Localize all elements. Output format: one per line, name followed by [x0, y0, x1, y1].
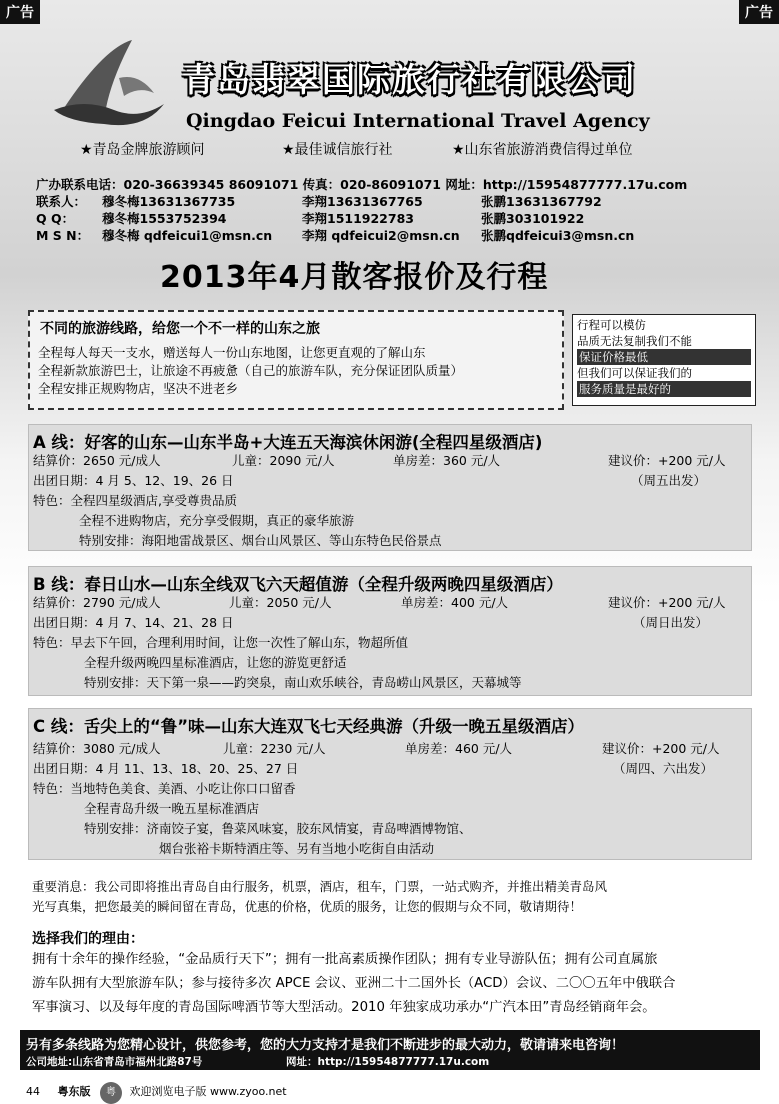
notice-line: 光写真集，把您最美的瞬间留在青岛，优惠的价格，优质的服务，让您的假期与众不同，敬请期待！ [32, 899, 583, 914]
bottom-banner [20, 1030, 760, 1070]
contact-c: 张鹏qdfeicui3@msn.cn [481, 228, 635, 243]
aside-line: 品质无法复制我们不能 [577, 334, 692, 348]
contact-b: 李翔 qdfeicui2@msn.cn [302, 228, 460, 243]
route-price: 结算价：2650 元/成人 [33, 453, 161, 468]
contact-a: 穆冬梅 qdfeicui1@msn.cn [102, 228, 273, 243]
ad-badge-right: 广告 [739, 0, 779, 24]
banner-website[interactable]: 网址：http://15954877777.17u.com [286, 1056, 490, 1068]
route-title: B 线：春日山水—山东全线双飞六天超值游（全程升级两晚四星级酒店） [33, 575, 563, 594]
route-feature: 特别安排：海阳地雷战景区、烟台山风景区、等山东特色民俗景点 [79, 533, 442, 548]
intro-line: 全程每人每天一支水，赠送每人一份山东地图，让您更直观的了解山东 [38, 345, 426, 360]
contact-row [36, 227, 756, 244]
sailboat-logo-icon [44, 38, 174, 128]
company-name-cn: 青岛翡翠国际旅行社有限公司 [182, 60, 637, 99]
intro-box [28, 310, 564, 410]
route-price: 结算价：3080 元/成人 [33, 741, 161, 756]
route-feature: 特色：早去下午回，合理利用时间，让您一次性了解山东，物超所值 [33, 635, 409, 650]
ad-badge-left: 广告 [0, 0, 40, 24]
company-name-en: Qingdao Feicui International Travel Agency [186, 110, 650, 132]
contact-label: 联系人： [36, 194, 87, 209]
route-feature: 烟台张裕卡斯特酒庄等、另有当地小吃街自由活动 [159, 841, 435, 856]
banner-slogan: 另有多条线路为您精心设计，供您参考，您的大力支持才是我们不断进步的最大动力，敬请请来电咨询！ [26, 1038, 625, 1053]
intro-line: 全程新款旅游巴士，让旅途不再疲惫（自己的旅游车队，充分保证团队质量） [38, 363, 464, 378]
route-c [28, 708, 752, 860]
route-feature: 特色：当地特色美食、美酒、小吃让你口口留香 [33, 781, 296, 796]
contact-people [36, 193, 756, 244]
contact-b: 李翔1511922783 [302, 211, 414, 226]
reasons-line: 拥有十余年的操作经验，“金品质行天下”；拥有一批高素质操作团队；拥有专业导游队伍；拥有公司直属旅 [32, 952, 658, 967]
reasons-line: 游车队拥有大型旅游车队；参与接待多次 APCE 会议、亚洲二十二国外长（ACD）会议、二〇〇五年中俄联合 [32, 976, 676, 991]
route-suggest-price: 建议价：+200 元/人 [608, 453, 726, 468]
route-feature: 全程青岛升级一晚五星标准酒店 [84, 801, 260, 816]
aside-line: 行程可以模仿 [577, 318, 646, 332]
route-weekday: （周日出发） [633, 615, 709, 630]
contact-b: 李翔13631367765 [302, 194, 423, 209]
reasons-line: 军事演习、以及每年度的青岛国际啤酒节等大型活动。2010 年独家成功承办“广汽本田”青岛经销商年会。 [32, 1000, 656, 1015]
route-feature: 特别安排：天下第一泉——趵突泉，南山欢乐峡谷，青岛崂山风景区，天幕城等 [84, 675, 522, 690]
tag-2: ★最佳诚信旅行社 [282, 142, 393, 158]
route-b [28, 566, 752, 696]
route-a [28, 424, 752, 551]
route-feature: 全程不进购物店，充分享受假期，真正的豪华旅游 [79, 513, 355, 528]
footer-tagline[interactable]: 欢迎浏览电子版 www.zyoo.net [129, 1085, 287, 1098]
route-single-room: 单房差：360 元/人 [393, 453, 501, 468]
aside-line: 但我们可以保证我们的 [577, 366, 692, 380]
route-title: C 线：舌尖上的“鲁”味—山东大连双飞七天经典游（升级一晚五星级酒店） [33, 717, 585, 736]
page-headline: 2013年4月散客报价及行程 [160, 260, 549, 295]
route-child-price: 儿童：2090 元/人 [232, 453, 335, 468]
edition-logo-icon: 粤 [100, 1082, 122, 1104]
contact-label: M S N： [36, 228, 90, 243]
reasons-heading: 选择我们的理由： [32, 931, 144, 947]
route-suggest-price: 建议价：+200 元/人 [608, 595, 726, 610]
route-child-price: 儿童：2050 元/人 [229, 595, 332, 610]
tag-3: ★山东省旅游消费信得过单位 [452, 142, 633, 158]
contact-a: 穆冬梅1553752394 [102, 211, 227, 226]
route-feature: 全程升级两晚四星标准酒店，让您的游览更舒适 [84, 655, 347, 670]
contact-a: 穆冬梅13631367735 [102, 194, 236, 209]
contact-row [36, 193, 756, 210]
route-dates: 出团日期：4 月 11、13、18、20、25、27 日 [33, 761, 299, 776]
route-single-room: 单房差：460 元/人 [405, 741, 513, 756]
aside-line: 保证价格最低 [577, 349, 751, 365]
route-weekday: （周四、六出发） [613, 761, 714, 776]
contact-row [36, 210, 756, 227]
footer [26, 1082, 287, 1104]
route-dates: 出团日期：4 月 5、12、19、26 日 [33, 473, 234, 488]
route-feature: 特别安排：济南饺子宴，鲁菜风味宴，胶东风情宴，青岛啤酒博物馆、 [84, 821, 472, 836]
slogan-aside [572, 314, 756, 406]
route-weekday: （周五出发） [631, 473, 707, 488]
notice-line: 重要消息：我公司即将推出青岛自由行服务，机票，酒店，租车，门票，一站式购齐，并推出精美青岛风 [32, 879, 608, 894]
aside-line: 服务质量是最好的 [577, 381, 751, 397]
route-dates: 出团日期：4 月 7、14、21、28 日 [33, 615, 234, 630]
route-child-price: 儿童：2230 元/人 [223, 741, 326, 756]
tag-1: ★青岛金牌旅游顾问 [80, 142, 205, 158]
contact-c: 张鹏303101922 [481, 211, 585, 226]
route-price: 结算价：2790 元/成人 [33, 595, 161, 610]
contact-line: 广办联系电话：020-36639345 86091071 传真：020-86091071 网址：http://15954877777.17u.com [36, 177, 688, 192]
edition-label: 粤东版 [57, 1085, 91, 1098]
contact-c: 张鹏13631367792 [481, 194, 602, 209]
route-single-room: 单房差：400 元/人 [401, 595, 509, 610]
banner-address: 公司地址:山东省青岛市福州北路87号 [26, 1056, 203, 1068]
page-number: 44 [26, 1085, 40, 1098]
route-title: A 线：好客的山东—山东半岛+大连五天海滨休闲游(全程四星级酒店) [33, 433, 543, 452]
route-feature: 特色：全程四星级酒店,享受尊贵品质 [33, 493, 237, 508]
intro-title: 不同的旅游线路，给您一个不一样的山东之旅 [40, 321, 320, 337]
route-suggest-price: 建议价：+200 元/人 [602, 741, 720, 756]
contact-label: Q Q： [36, 211, 75, 226]
intro-line: 全程安排正规购物店，坚决不进老乡 [38, 381, 239, 396]
